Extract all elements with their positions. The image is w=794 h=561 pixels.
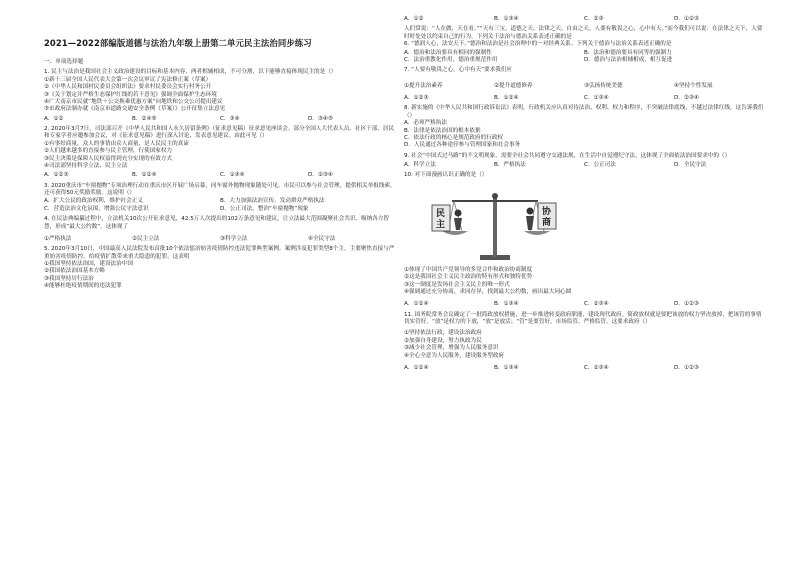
right-sign-text-1: 协 xyxy=(542,206,552,217)
question-stem: 2. 2020年3月7日，司法部召开《中华人民共和国人永久居留条例》（征求意见稿）征求意见座谈会。部分全国人大代表人员、社区干部、居民和专家学者应邀参加会议，对《征求意见稿》进行深入讨论，发表意见建议。由此可见（） xyxy=(44,126,395,140)
answer-options xyxy=(44,198,396,213)
option-c[interactable]: C．②③ xyxy=(584,16,604,22)
statement-item: ①体现了中国共产党领导的多党合作和政治协商制度 xyxy=(404,266,533,273)
option-b[interactable]: B．①③④ xyxy=(494,364,519,371)
statement-item: ⑤市政府法制办就《南京市道路交通安全条例（草案）》公开征集立法意见 xyxy=(44,106,226,113)
question-stem: 7. “人要有敬畏之心，心中有天”要求我们应 xyxy=(404,67,513,74)
left-sign-text-1: 民 xyxy=(436,208,446,219)
right-person-body xyxy=(526,216,534,230)
option-d[interactable]: D．②③④ xyxy=(674,95,699,101)
answer-options xyxy=(404,95,764,102)
statement-item: ③弘扬传统美德 xyxy=(584,82,623,89)
statement-item: ②我国依法治国基本方略 xyxy=(44,268,105,275)
statement-item: ①新十三届全国人民代表大会第一次会议审议了宪法修正案（草案） xyxy=(44,76,212,83)
option-c[interactable]: C．法治重教化作用，德治重规范作用 xyxy=(404,56,498,63)
option-d[interactable]: D．德治与法治相辅相成，相互促进 xyxy=(584,56,673,63)
statement-item: ②加强自身建设，努力执政为民 xyxy=(404,337,482,344)
question-context: 人们常说：“人在做，天在看。”“天有三宝，道德之天、法律之天、自由之天。人要有敬畏之心，心中有天。”而今我们可以说：在法律之天下，人要时时处处以约束自己的行为。下列关于法治与德治关系表述正确的是 xyxy=(404,26,763,40)
statement-item: ①提升法治素养 xyxy=(404,82,443,89)
option-a[interactable]: A．①② xyxy=(404,16,424,22)
option-2[interactable]: ②民主立法 xyxy=(132,235,160,242)
statement-item: ①有事好商量，众人的事情由众人商量，是人民民主的真谛 xyxy=(44,140,189,147)
statement-item: ③这一制度是发扬社会主义民主的唯一形式 xyxy=(404,281,510,288)
statement-item: ①坚持依法行政，建设法治政府 xyxy=(404,330,482,337)
question-2 xyxy=(44,126,396,180)
right-person-head xyxy=(527,207,534,214)
option-d[interactable]: D．②③④ xyxy=(308,172,333,179)
question-stem: 1. 民主与法治是我国社会主义政治建设的目标和基本内容，两者相辅相成，不可分割，以下能够直接体现民主的是（） xyxy=(44,69,337,76)
left-person-head xyxy=(455,209,462,216)
balance-scale-cartoon xyxy=(430,183,560,263)
option-b[interactable]: B．法治和德治要具有同等的强制力 xyxy=(584,49,672,56)
option-c[interactable]: C．公正司法 xyxy=(584,162,616,168)
left-column xyxy=(44,48,396,291)
option-a[interactable]: A．①②④ xyxy=(404,301,429,308)
statement-item: ④能够杜绝疫情期间的违法犯罪 xyxy=(44,283,122,290)
option-a[interactable]: A．德治和法治要具有相同的强制性 xyxy=(404,49,492,56)
answer-options xyxy=(44,172,396,179)
option-a[interactable]: A．①②④ xyxy=(404,364,429,371)
option-b[interactable]: B．①②④ xyxy=(132,172,157,179)
answer-options xyxy=(44,236,396,243)
right-column xyxy=(404,14,764,372)
option-d[interactable]: D．公正司法，整治“车窗抛物”现象 xyxy=(220,205,309,212)
option-a[interactable]: A．扩大公民的政治权利，维护社会正义 xyxy=(44,198,143,205)
option-a[interactable]: A．科学立法 xyxy=(404,162,436,168)
option-b[interactable]: B．①③④ xyxy=(494,16,519,22)
option-c[interactable]: C．营造法治文化氛围，增强公民守法意识 xyxy=(44,205,149,212)
question-1 xyxy=(44,69,396,123)
statement-item: ④司法部坚持科学立法、民主立法 xyxy=(44,162,128,169)
question-stem: 11. 国务院常务会议确定了一批简政放权措施，进一步推进转变政府职能，建设现代政府。简政放权就是要把该放的权力坚决放掉，把该管的事情切实管好。“放”是权力的下放，“放”是放活；“管”是要管好，市场监管、严格监管。这要求政府（） xyxy=(404,311,762,325)
scale-post xyxy=(493,197,497,257)
option-b[interactable]: B．②④⑤ xyxy=(132,115,157,122)
question-stem: 8. 新实施的《中华人民共和国行政诉讼法》表明，行政机关应认真对待法治、权利、权力和程序，不突破法律底线，不越过法律红线。这告诉我们（） xyxy=(404,105,764,119)
option-3[interactable]: ③科学立法 xyxy=(220,235,248,242)
question-stem: 10. 对下面漫画认识正确的是（） xyxy=(404,172,488,179)
option-b[interactable]: B．①②④ xyxy=(494,95,519,101)
question-3 xyxy=(44,183,396,214)
scale-pivot xyxy=(492,193,498,199)
option-b[interactable]: B．法律是依法治国的根本依据 xyxy=(404,127,481,134)
section-heading: 一、单项选择题 xyxy=(44,59,84,65)
statement-item: ④坚持个性发展 xyxy=(674,82,713,89)
question-5 xyxy=(44,246,396,290)
question-stem: 9. 社会“中国式过马路”的不文明现象，需要全社会共同遵守交通法规，在生活中自觉遵纪守法。这体现了全面依法治国要求中的（） xyxy=(404,152,731,159)
statement-item: ③《关于划定并严格生态保护红线的若干意见》强调全面保护生态环境 xyxy=(44,91,217,98)
option-d[interactable]: D．全民守法 xyxy=(674,162,707,168)
option-a[interactable]: A．①② xyxy=(44,115,64,122)
left-sign-text-2: 主 xyxy=(436,219,446,230)
option-1[interactable]: ①严格执法 xyxy=(44,235,72,242)
option-c[interactable]: C．①③④ xyxy=(584,95,609,101)
left-pan xyxy=(442,231,468,235)
cartoon-figure xyxy=(430,183,560,263)
answer-options xyxy=(404,50,764,65)
question-7 xyxy=(404,67,764,102)
statement-item: ②这是我国社会主义民主政治的特有形式和独特优势 xyxy=(404,274,533,281)
option-c[interactable]: C．①③④ xyxy=(220,172,245,179)
answer-options xyxy=(404,16,764,23)
statement-items xyxy=(404,83,764,90)
question-6 xyxy=(404,26,764,64)
question-10 xyxy=(404,172,764,308)
answer-options xyxy=(404,301,764,308)
answer-options xyxy=(44,116,396,123)
option-c[interactable]: C．依法行政的核心是规范政府的行政权 xyxy=(404,134,504,141)
question-9 xyxy=(404,153,764,170)
statement-item: ③我国坚持厉行法治 xyxy=(44,275,94,282)
option-4[interactable]: ④全民守法 xyxy=(308,235,336,242)
statement-item: ②提升道德修养 xyxy=(494,82,533,89)
right-pan xyxy=(524,231,550,235)
option-c[interactable]: C．③④ xyxy=(220,115,240,122)
answer-options xyxy=(404,365,764,372)
question-stem: 4. 在民法典编纂过程中，立法机关10次公开征求意见，42.5万人次提出的102万条意见和建议，让立法最大范围凝聚社会共识、吸纳各方智慧，形成“最大公约数”。这体现了 xyxy=(44,216,390,230)
question-stem: 3. 2020重庆市“车窗抛物”专项治理行动在重庆市区开展广场启幕，同车窗外抛物现象随处可见。市民可以参与社会管理，提供相关举报线索，还可获得50元奖励奖励。这说明（） xyxy=(44,182,396,196)
option-b[interactable]: B．严格执法 xyxy=(494,162,526,168)
question-11 xyxy=(404,312,764,373)
option-d[interactable]: D．①②③ xyxy=(674,16,699,22)
statement-item: ①我国坚持依法治国，建设法治中国 xyxy=(44,261,133,267)
option-c[interactable]: C．②③④ xyxy=(584,301,609,308)
statement-item: ④全心全意为人民服务，建设服务型政府 xyxy=(404,352,505,359)
option-d[interactable]: D．人民通过各种途径参与管理国家和社会事务 xyxy=(404,142,521,149)
left-person-body xyxy=(454,218,462,230)
right-sign-text-2: 商 xyxy=(542,217,552,228)
option-d[interactable]: D．①②③ xyxy=(674,301,699,308)
option-a[interactable]: A．①②③ xyxy=(404,95,429,101)
statement-item: ③减少社会管理，增强为人民服务意识 xyxy=(404,345,499,352)
statement-item: ③民主决策是保障人民权益得到充分实现的有效方式 xyxy=(44,155,173,162)
question-stem: 5. 2020年3月10日，中国最高人民法院发布首批10个依法惩治妨害疫情防控违法犯罪典型案例。案例涉及犯罪类型8个主，主要聚焦直接与严重妨害疫情防控，给疫情扩散带来重大隐患的犯罪。这表明 xyxy=(44,246,395,260)
statement-item: ②《中华人民和国村民委员会组织法》要求村民委员会实行村务公开 xyxy=(44,84,212,91)
option-b[interactable]: B．①③④ xyxy=(494,301,519,308)
question-4 xyxy=(44,216,396,243)
question-stem: 6. “德润人心，法安天下。”德治和法治是社会治理中的一对经典关系。下列关于德治与法治关系表述正确的是 xyxy=(404,41,672,48)
statement-item: ②人们越来越多的直接参与民主管理，行使国家权力 xyxy=(44,148,173,155)
option-d[interactable]: D．①②③ xyxy=(674,364,699,371)
option-a[interactable]: A．必须严格执法 xyxy=(404,120,447,127)
statement-item: ④广大南京市民就“地铁＋公交换乘优惠方案”向地铁和公交公司提出建议 xyxy=(44,98,223,105)
option-c[interactable]: C．②③④ xyxy=(584,364,609,371)
option-b[interactable]: B．大力加强法治宣传，发动群众严格执法 xyxy=(220,198,325,205)
statement-item: ④强调通过充分协商，求同存异，找到最大公约数，画出最大同心圆 xyxy=(404,288,572,295)
question-8 xyxy=(404,105,764,149)
option-a[interactable]: A．①②③ xyxy=(44,172,69,179)
option-d[interactable]: D．③④⑤ xyxy=(308,115,333,122)
answer-options xyxy=(404,162,764,169)
document-title: 2021—2022部编版道德与法治九年级上册第二单元民主法治同步练习 xyxy=(44,38,312,48)
